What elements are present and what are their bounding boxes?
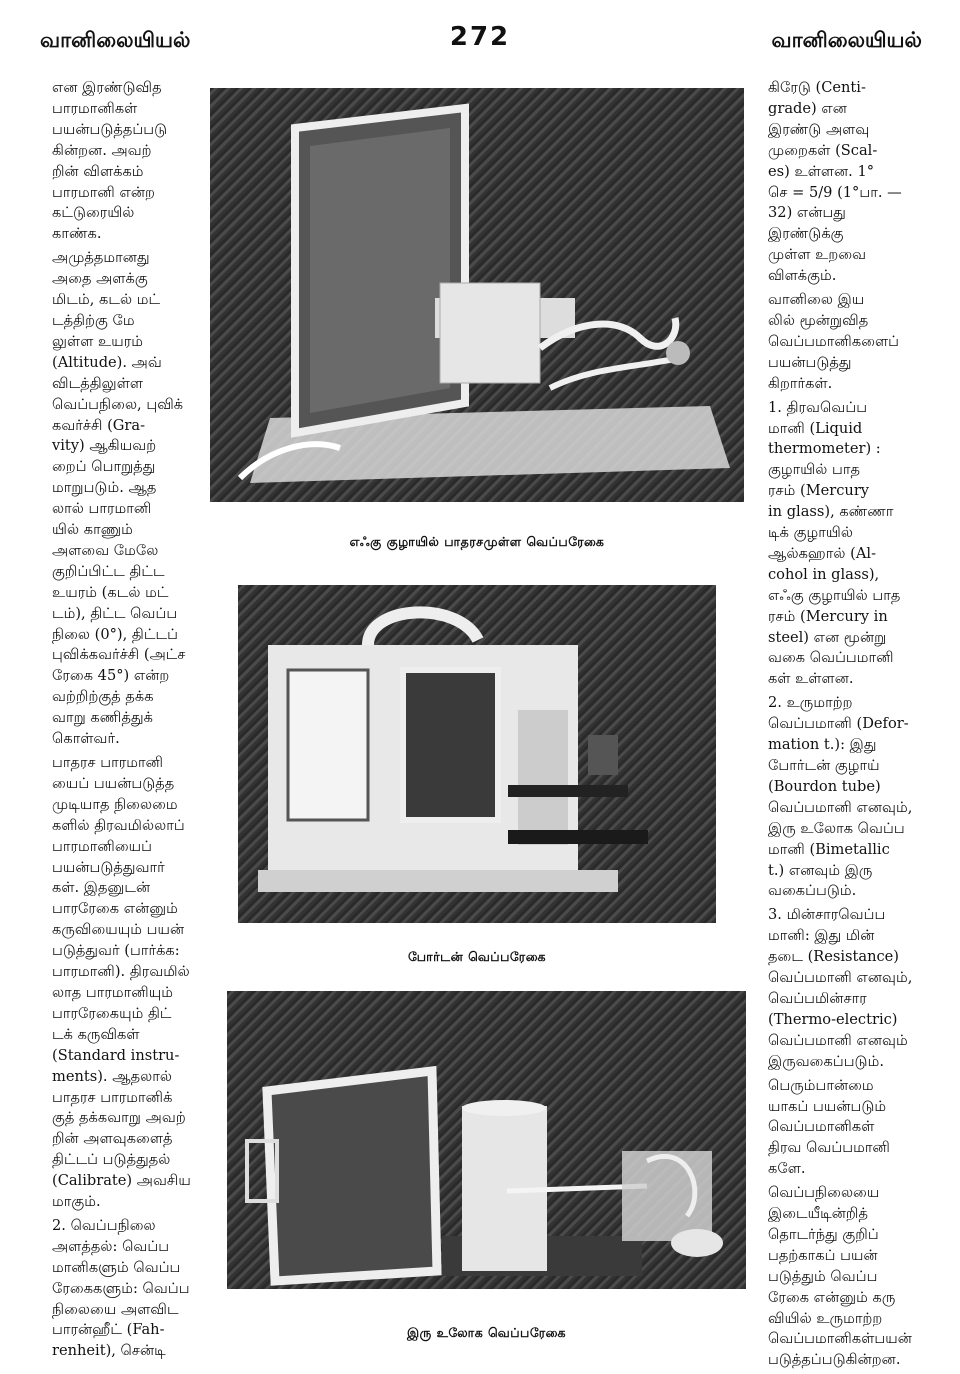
text-line: இடையீடின்றித் — [768, 1205, 868, 1223]
text-line: பயன்படுத்துவார் — [52, 858, 165, 876]
text-line: யைப் பயன்படுத்த — [52, 774, 175, 792]
figure-bourdon-thermograph — [238, 585, 716, 969]
figure-caption: போர்டன் வெப்பரேகை — [407, 949, 547, 964]
figure-caption: எஃகு குழாயில் பாதரசமுள்ள வெப்பரேகை — [349, 534, 605, 549]
left-text-column — [36, 78, 202, 1365]
text-line: லில் மூன்றுவித — [768, 311, 869, 329]
text-line: அதை அளக்கு — [52, 270, 148, 288]
text-line: குத் தக்கவாறு அவற் — [52, 1109, 186, 1127]
text-line: வெப்பமானி எனவும் — [768, 1031, 908, 1049]
text-line: மானிகளும் வெப்ப — [52, 1258, 181, 1276]
text-line: குழாயில் பாத — [768, 461, 860, 479]
text-line: ஆல்கஹால் (Al- — [768, 544, 876, 562]
text-line: 2. வெப்பநிலை — [52, 1216, 156, 1234]
text-line: பாதரச பாரமானி — [52, 754, 164, 771]
text-line: thermometer) : — [768, 440, 881, 458]
text-line: தடை (Resistance) — [768, 948, 900, 966]
text-line: மாகும். — [52, 1193, 101, 1211]
text-line: இரண்டுக்கு — [768, 225, 844, 243]
text-line: வகைப்படும். — [768, 882, 857, 900]
text-line: steel) என மூன்று — [768, 628, 887, 646]
text-line: t.) எனவும் இரு — [768, 861, 873, 879]
text-line: வெப்பமானி (Defor- — [768, 715, 909, 733]
text-line: நிலையை அளவிட — [52, 1300, 179, 1318]
text-line: கள். இதனுடன் — [52, 879, 151, 897]
paragraph — [752, 290, 920, 395]
paragraph — [752, 693, 920, 902]
paragraph — [36, 753, 202, 1213]
text-line: ments). ஆதலால் — [52, 1067, 173, 1085]
text-line: பாரமானி என்ற — [52, 183, 155, 201]
text-line: மானி (Bimetallic — [768, 840, 890, 858]
text-line: கருவியையும் பயன் — [52, 921, 185, 939]
text-line: பாதரச பாரமானிக் — [52, 1088, 173, 1106]
text-line: குறிப்பிட்ட திட்ட — [52, 562, 165, 580]
text-line: வெப்பமானிகளைப் — [768, 332, 900, 350]
paragraph — [752, 398, 920, 691]
text-line: வெப்பமானிகள்பயன் — [768, 1330, 912, 1348]
text-line: எஃகு குழாயில் பாத — [768, 586, 901, 604]
text-line: பதற்காகப் பயன் — [768, 1246, 878, 1264]
right-text-column — [752, 78, 920, 1374]
text-line: (Standard instru- — [52, 1046, 180, 1064]
text-line: டம்), திட்ட வெப்ப — [52, 604, 178, 622]
paragraph — [752, 1076, 920, 1181]
page-number: 272 — [449, 22, 511, 52]
text-line: அளத்தல்: வெப்ப — [52, 1237, 170, 1255]
text-line: பயன்படுத்து — [768, 353, 852, 371]
text-line: கட்டுரையில் — [52, 204, 135, 222]
text-line: வெப்பமானிகள் — [768, 1118, 875, 1136]
text-line: ரேகை 45°) என்ற — [52, 667, 170, 685]
text-line: ரசம் (Mercury — [768, 482, 870, 500]
text-line: renheit), சென்டி — [52, 1342, 166, 1360]
text-line: கொள்வர். — [52, 730, 120, 748]
paragraph — [36, 1216, 202, 1362]
text-line: தொடர்ந்து குறிப் — [768, 1225, 879, 1243]
text-line: பெரும்பான்மை — [768, 1076, 874, 1094]
text-line: மானி: இது மின் — [768, 927, 875, 945]
text-line: mation t.): இது — [768, 736, 877, 754]
text-line: படுத்துவர் (பார்க்க: — [52, 942, 180, 960]
paragraph — [752, 905, 920, 1072]
text-line: (Bourdon tube) — [768, 777, 881, 795]
text-line: இரண்டு அளவு — [768, 120, 870, 138]
text-line: es) உள்ளன. 1° — [768, 162, 875, 180]
text-line: யாகப் பயன்படும் — [768, 1097, 887, 1115]
text-line: grade) என — [768, 99, 847, 117]
text-line: மிடம், கடல் மட் — [52, 291, 161, 309]
text-line: வெப்பமானி எனவும், — [768, 798, 913, 816]
text-line: வெப்பநிலை, புவிக் — [52, 395, 184, 413]
text-line: பாரமானிகள் — [52, 99, 138, 117]
text-line: 3. மின்சாரவெப்ப — [768, 906, 886, 924]
text-line: மானி (Liquid — [768, 419, 863, 437]
page-header — [0, 22, 960, 62]
paragraph — [752, 1183, 920, 1371]
text-line: (Altitude). அவ் — [52, 353, 162, 371]
text-line: புவிக்கவர்ச்சி (அட்ச — [52, 646, 186, 664]
text-line: (Calibrate) அவசிய — [52, 1172, 191, 1190]
text-line: நிலை (0°), திட்டப் — [52, 625, 178, 643]
text-line: கிரேடு (Centi- — [768, 79, 866, 96]
figure-caption: இரு உலோக வெப்பரேகை — [406, 1325, 566, 1340]
text-line: பாரரேகை என்னும் — [52, 900, 178, 918]
text-line: லாத பாரமானியும் — [52, 983, 173, 1001]
text-line: லுள்ள உயரம் — [52, 332, 144, 350]
text-line: 32) என்பது — [768, 204, 846, 222]
text-line: காண்க. — [52, 225, 102, 243]
text-line: கள் உள்ளன. — [768, 670, 854, 688]
text-line: in glass), கண்ணா — [768, 503, 894, 521]
text-line: வகை வெப்பமானி — [768, 649, 894, 667]
thermograph-photo — [210, 88, 744, 502]
text-line: வெப்பமானி எனவும், — [768, 969, 913, 987]
text-line: படுத்தும் வெப்ப — [768, 1267, 878, 1285]
text-line: அளவை மேலே — [52, 541, 159, 559]
text-line: அமுத்தமானது — [52, 249, 150, 267]
text-line: டத்திற்கு மே — [52, 311, 135, 329]
figure-mercury-in-steel-thermograph — [210, 88, 744, 558]
text-line: என இரண்டுவித — [52, 79, 162, 96]
text-line: இரு உலோக வெப்ப — [768, 819, 905, 837]
running-title-right: வானிலையியல் — [771, 28, 922, 52]
text-line: படுத்தப்படுகின்றன. — [768, 1351, 901, 1369]
text-line: இருவகைப்படும். — [768, 1052, 884, 1070]
text-line: பாரன்ஹீட் (Fah- — [52, 1321, 165, 1339]
text-line: வானிலை இய — [768, 291, 865, 309]
bourdon-thermograph-photo — [238, 585, 716, 923]
text-line: முள்ள உறவை — [768, 246, 867, 264]
text-line: திரவ வெப்பமானி — [768, 1139, 890, 1157]
paragraph — [36, 78, 202, 245]
text-line: களில் திரவமில்லாப் — [52, 816, 185, 834]
text-line: யில் காணும் — [52, 521, 133, 539]
text-line: வற்றிற்குத் தக்க — [52, 688, 154, 706]
text-line: களே. — [768, 1160, 806, 1178]
text-line: ரேகை என்னும் கரு — [768, 1288, 896, 1306]
text-line: பயன்படுத்தப்படு — [52, 120, 168, 138]
text-line: 2. உருமாற்ற — [768, 694, 853, 712]
text-line: மாறுபடும். ஆத — [52, 479, 157, 497]
text-line: ரேகைகளும்: வெப்ப — [52, 1279, 190, 1297]
text-line: பாரமானி). திரவமில் — [52, 963, 190, 981]
text-line: விடத்திலுள்ள — [52, 374, 144, 392]
text-line: விளக்கும். — [768, 267, 837, 285]
text-line: றின் அளவுகளைத் — [52, 1130, 173, 1148]
text-line: கவர்ச்சி (Gra- — [52, 416, 146, 434]
text-line: வெப்பநிலையை — [768, 1184, 880, 1202]
text-line: றைப் பொறுத்து — [52, 458, 156, 476]
text-line: டிக் குழாயில் — [768, 524, 853, 542]
text-line: றின் விளக்கம் — [52, 162, 144, 180]
text-line: வாறு கணித்துக் — [52, 709, 153, 727]
text-line: (Thermo-electric) — [768, 1010, 898, 1028]
text-line: vity) ஆகியவற் — [52, 437, 157, 455]
text-line: வெப்பமின்சார — [768, 989, 867, 1007]
text-line: திட்டப் படுத்துதல் — [52, 1151, 171, 1169]
text-line: cohol in glass), — [768, 565, 880, 583]
figure-bimetallic-thermograph — [227, 991, 746, 1345]
text-line: முடியாத நிலைமை — [52, 795, 178, 813]
text-line: செ = 5/9 (1°பா. — — [768, 183, 902, 201]
paragraph — [752, 78, 920, 287]
text-line: உயரம் (கடல் மட் — [52, 583, 169, 601]
text-line: ரசம் (Mercury in — [768, 607, 888, 625]
paragraph — [36, 248, 202, 750]
bimetallic-thermograph-photo — [227, 991, 746, 1289]
text-line: கின்றன. அவற் — [52, 141, 152, 159]
text-line: கிறார்கள். — [768, 374, 833, 392]
text-line: பாரரேகையும் திட் — [52, 1004, 172, 1022]
text-line: 1. திரவவெப்ப — [768, 398, 868, 416]
text-line: பாரமானியைப் — [52, 837, 153, 855]
text-line: லால் பாரமானி — [52, 500, 152, 518]
text-line: போர்டன் குழாய் — [768, 757, 880, 774]
text-line: வியில் உருமாற்ற — [768, 1309, 883, 1327]
text-line: முறைகள் (Scal- — [768, 141, 878, 159]
running-title-left: வானிலையியல் — [40, 28, 191, 52]
text-line: டக் கருவிகள் — [52, 1025, 140, 1043]
